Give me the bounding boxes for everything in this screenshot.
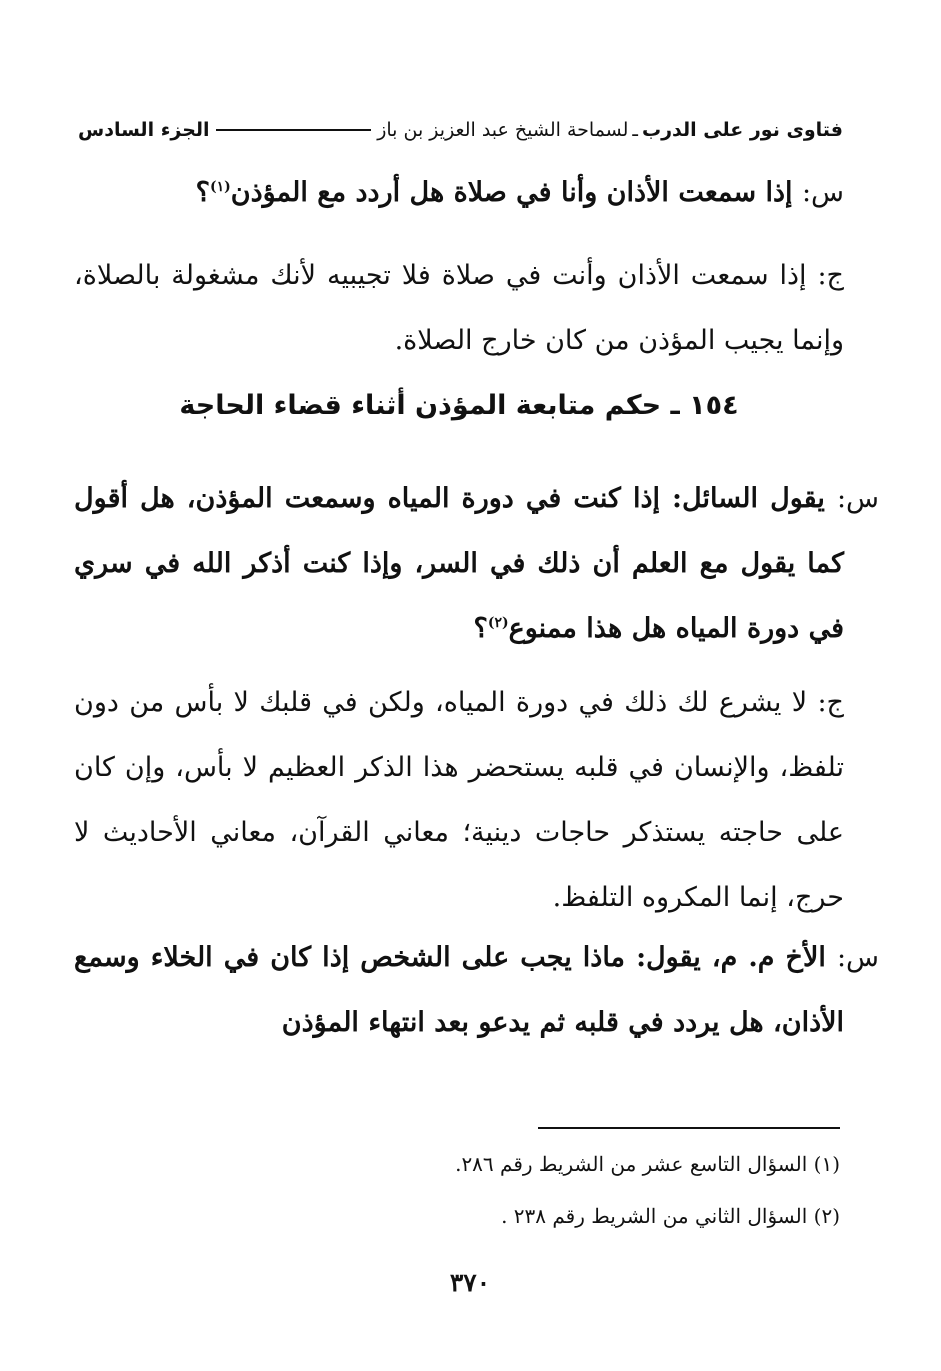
question-2	[74, 466, 879, 661]
header-rule	[216, 129, 372, 131]
footnote-2: (٢) السؤال الثاني من الشريط رقم ٢٣٨ .	[501, 1204, 840, 1228]
question-label: س:	[836, 483, 879, 514]
footnote-marker: (١)	[209, 179, 231, 195]
question-end: ؟	[195, 177, 210, 208]
header-author: لسماحة الشيخ عبد العزيز بن باز	[377, 119, 629, 141]
question-label: س:	[836, 942, 880, 973]
footnote-marker: (٢)	[487, 615, 509, 631]
answer-label: ج:	[817, 687, 844, 718]
question-end: ؟	[473, 613, 488, 644]
question-3	[74, 925, 879, 1055]
running-header	[78, 113, 843, 147]
answer-text: إذا سمعت الأذان وأنت في صلاة فلا تجيبيه لأنك مشغولة بالصلاة، وإنما يجيب المؤذن من كان خارج الصلاة.	[74, 260, 844, 356]
question-text: يقول السائل: إذا كنت في دورة المياه وسمعت المؤذن، هل أقول كما يقول مع العلم أن ذلك في السر، وإذا كنت أذكر الله في سري في دورة المياه هل هذا ممنوع	[74, 483, 844, 644]
answer-text: لا يشرع لك ذلك في دورة المياه، ولكن في قلبك لا بأس من دون تلفظ، والإنسان في قلبه يستحضر هذا الذكر العظيم لا بأس، وإن كان على حاجته يستذكر حاجات دينية؛ معاني القرآن، معاني الأحاديث لا حرج، إنما المكروه التلفظ.	[74, 687, 844, 913]
answer-1	[74, 243, 844, 373]
header-part: الجزء السادس	[78, 119, 210, 141]
answer-2	[74, 670, 844, 930]
header-dash: ـ	[632, 119, 638, 141]
footnote-separator	[538, 1127, 840, 1129]
question-text: الأخ م. م، يقول: ماذا يجب على الشخص إذا كان في الخلاء وسمع الأذان، هل يردد في قلبه ثم يدعو بعد انتهاء المؤذن	[74, 942, 844, 1038]
section-title: ١٥٤ ـ حكم متابعة المؤذن أثناء قضاء الحاجة	[179, 390, 739, 421]
question-1	[74, 160, 844, 225]
book-title: فتاوى نور على الدرب	[642, 119, 843, 141]
answer-label: ج:	[817, 260, 844, 291]
question-label: س:	[801, 177, 844, 208]
footnote-1: (١) السؤال التاسع عشر من الشريط رقم ٢٨٦.	[455, 1152, 840, 1176]
question-text: إذا سمعت الأذان وأنا في صلاة هل أردد مع المؤذن	[230, 177, 793, 208]
page-number: ٣٧٠	[449, 1268, 491, 1297]
